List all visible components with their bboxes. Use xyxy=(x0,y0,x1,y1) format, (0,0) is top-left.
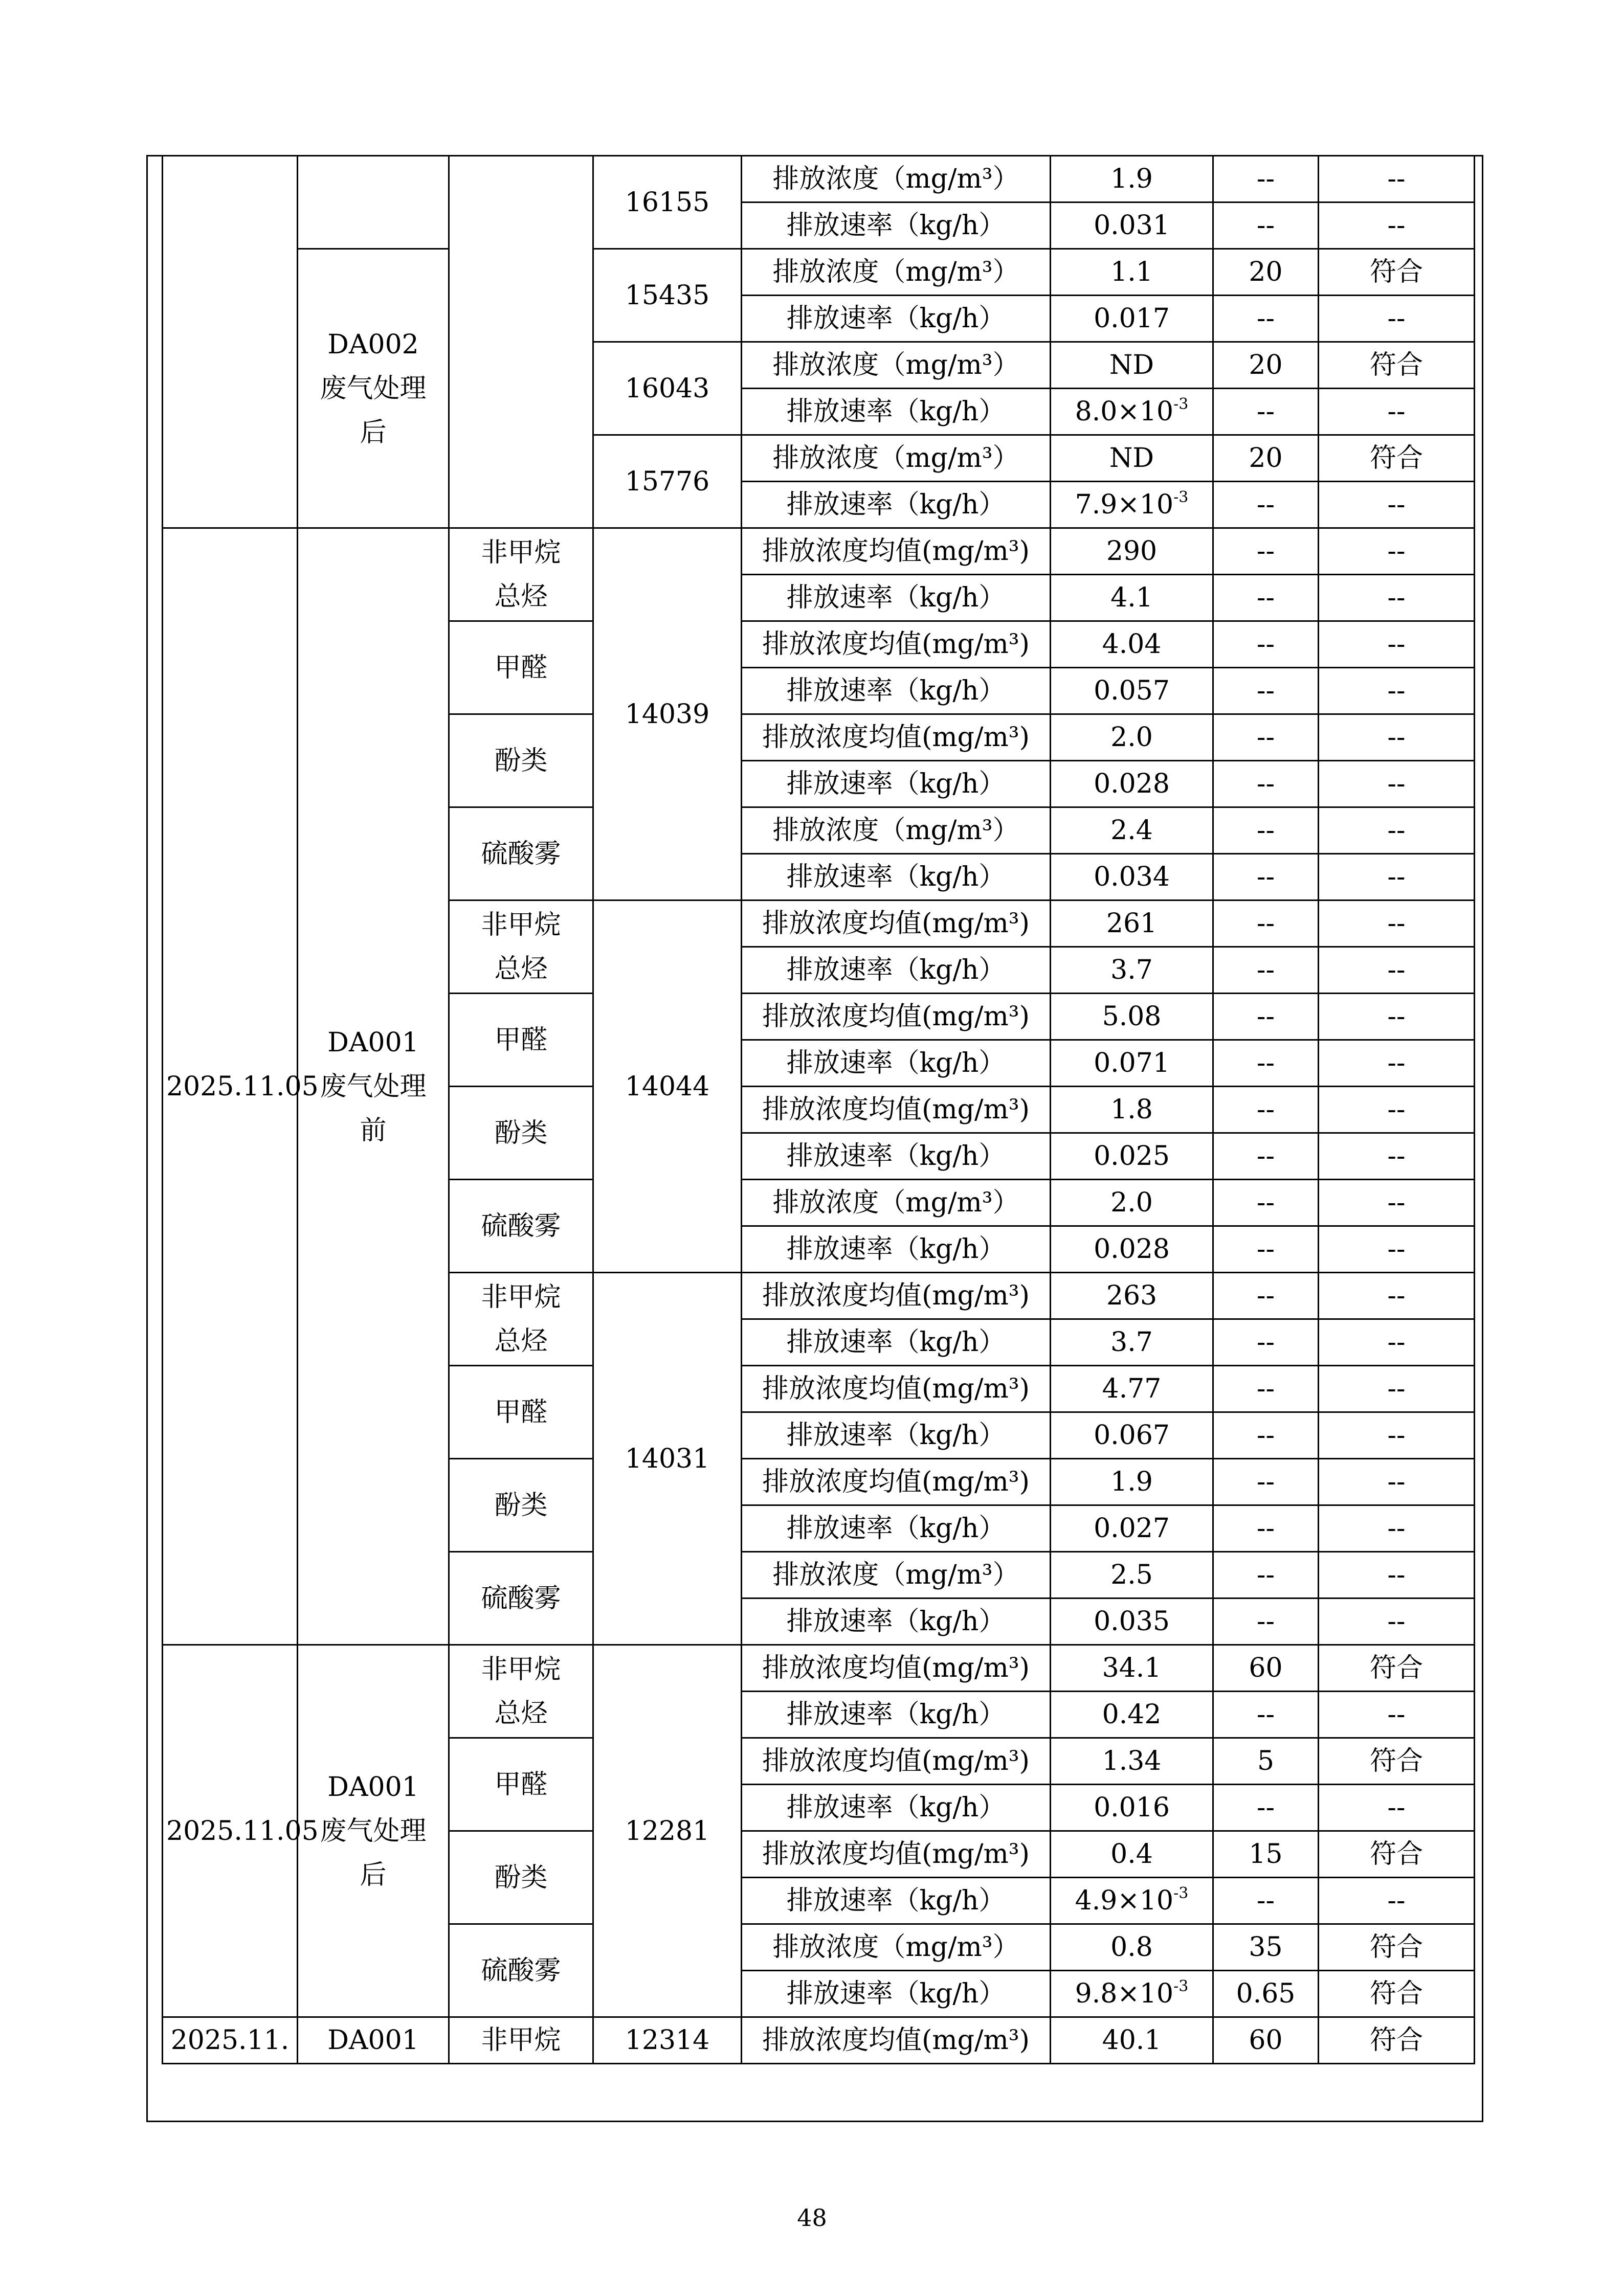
value-cell: 0.071 xyxy=(1051,1040,1213,1087)
monitoring-table xyxy=(162,155,1475,2064)
item-cell: 排放速率（kg/h） xyxy=(742,854,1051,901)
result-cell: -- xyxy=(1319,389,1475,435)
limit-cell: -- xyxy=(1213,1040,1319,1087)
flow-cell: 16155 xyxy=(593,156,742,249)
result-cell: -- xyxy=(1319,761,1475,807)
value-cell: 1.34 xyxy=(1051,1738,1213,1785)
value-cell: ND xyxy=(1051,342,1213,389)
item-cell: 排放速率（kg/h） xyxy=(742,1226,1051,1273)
value-cell: 0.028 xyxy=(1051,1226,1213,1273)
result-cell: 符合 xyxy=(1319,1645,1475,1692)
limit-cell: 15 xyxy=(1213,1831,1319,1878)
date-cell: 2025.11.05 xyxy=(163,1645,298,2017)
result-cell: 符合 xyxy=(1319,2017,1475,2064)
value-cell: 2.0 xyxy=(1051,714,1213,761)
pollutant-cell: 酚类 xyxy=(449,1831,593,1924)
limit-cell: -- xyxy=(1213,482,1319,528)
limit-cell: -- xyxy=(1213,901,1319,947)
point-cell: DA001 废气处理 前 xyxy=(298,528,449,1645)
table-row xyxy=(163,1645,1475,1692)
result-cell: -- xyxy=(1319,296,1475,342)
flow-cell: 14044 xyxy=(593,901,742,1273)
value-cell: 34.1 xyxy=(1051,1645,1213,1692)
value-cell: 1.9 xyxy=(1051,1459,1213,1505)
value-cell: 3.7 xyxy=(1051,1319,1213,1366)
value-cell: 0.8 xyxy=(1051,1924,1213,1971)
value-cell: 261 xyxy=(1051,901,1213,947)
flow-cell: 15776 xyxy=(593,435,742,528)
limit-cell: 20 xyxy=(1213,435,1319,482)
limit-cell: -- xyxy=(1213,1133,1319,1180)
item-cell: 排放浓度均值(mg/m³) xyxy=(742,1459,1051,1505)
limit-cell: -- xyxy=(1213,1319,1319,1366)
result-cell: -- xyxy=(1319,901,1475,947)
item-cell: 排放浓度均值(mg/m³) xyxy=(742,1366,1051,1412)
item-cell: 排放浓度（mg/m³） xyxy=(742,435,1051,482)
item-cell: 排放速率（kg/h） xyxy=(742,1412,1051,1459)
item-cell: 排放浓度（mg/m³） xyxy=(742,807,1051,854)
date-cell: 2025.11. xyxy=(163,2017,298,2064)
value-cell: 0.031 xyxy=(1051,202,1213,249)
limit-cell: -- xyxy=(1213,761,1319,807)
pollutant-cell: 非甲烷 总烃 xyxy=(449,901,593,994)
result-cell: -- xyxy=(1319,947,1475,994)
value-cell: 263 xyxy=(1051,1273,1213,1319)
item-cell: 排放浓度均值(mg/m³) xyxy=(742,901,1051,947)
pollutant-cell: 非甲烷 总烃 xyxy=(449,528,593,621)
limit-cell: -- xyxy=(1213,1412,1319,1459)
result-cell: -- xyxy=(1319,1273,1475,1319)
pollutant-cell: 硫酸雾 xyxy=(449,807,593,901)
limit-cell: -- xyxy=(1213,575,1319,621)
value-cell: 4.1 xyxy=(1051,575,1213,621)
value-cell: 0.016 xyxy=(1051,1785,1213,1831)
value-cell: 1.9 xyxy=(1051,156,1213,202)
pollutant-cell: 甲醛 xyxy=(449,621,593,714)
item-cell: 排放速率（kg/h） xyxy=(742,389,1051,435)
value-cell: 0.067 xyxy=(1051,1412,1213,1459)
limit-cell: -- xyxy=(1213,1505,1319,1552)
result-cell: -- xyxy=(1319,1599,1475,1645)
pollutant-cell: 非甲烷 总烃 xyxy=(449,1645,593,1738)
pollutant-cell: 甲醛 xyxy=(449,994,593,1087)
limit-cell: -- xyxy=(1213,389,1319,435)
item-cell: 排放速率（kg/h） xyxy=(742,1505,1051,1552)
item-cell: 排放浓度均值(mg/m³) xyxy=(742,2017,1051,2064)
limit-cell: -- xyxy=(1213,296,1319,342)
value-cell: 5.08 xyxy=(1051,994,1213,1040)
pollutant-cell: 非甲烷 xyxy=(449,2017,593,2064)
flow-cell: 14039 xyxy=(593,528,742,901)
value-cell: ND xyxy=(1051,435,1213,482)
pollutant-cell: 酚类 xyxy=(449,1087,593,1180)
limit-cell: -- xyxy=(1213,714,1319,761)
limit-cell: -- xyxy=(1213,528,1319,575)
flow-cell: 14031 xyxy=(593,1273,742,1645)
item-cell: 排放速率（kg/h） xyxy=(742,1040,1051,1087)
item-cell: 排放速率（kg/h） xyxy=(742,1599,1051,1645)
limit-cell: -- xyxy=(1213,1180,1319,1226)
pollutant-cell: 非甲烷 总烃 xyxy=(449,1273,593,1366)
point-cell: DA002 废气处理 后 xyxy=(298,249,449,528)
result-cell: -- xyxy=(1319,621,1475,668)
limit-cell: -- xyxy=(1213,1366,1319,1412)
result-cell: 符合 xyxy=(1319,1924,1475,1971)
result-cell: -- xyxy=(1319,1087,1475,1133)
table-row xyxy=(163,2017,1475,2064)
result-cell: -- xyxy=(1319,1180,1475,1226)
item-cell: 排放浓度均值(mg/m³) xyxy=(742,1645,1051,1692)
value-cell: 0.4 xyxy=(1051,1831,1213,1878)
limit-cell: 60 xyxy=(1213,1645,1319,1692)
item-cell: 排放浓度均值(mg/m³) xyxy=(742,714,1051,761)
result-cell: -- xyxy=(1319,1505,1475,1552)
page-number: 48 xyxy=(797,2204,827,2232)
item-cell: 排放浓度均值(mg/m³) xyxy=(742,621,1051,668)
item-cell: 排放浓度均值(mg/m³) xyxy=(742,528,1051,575)
limit-cell: -- xyxy=(1213,1692,1319,1738)
limit-cell: -- xyxy=(1213,1878,1319,1924)
result-cell: -- xyxy=(1319,575,1475,621)
value-cell: 4.77 xyxy=(1051,1366,1213,1412)
item-cell: 排放速率（kg/h） xyxy=(742,1133,1051,1180)
value-cell: $7.9\times 10^{-3}$ xyxy=(1051,482,1213,528)
result-cell: -- xyxy=(1319,1366,1475,1412)
value-cell: 2.5 xyxy=(1051,1552,1213,1599)
limit-cell: 20 xyxy=(1213,249,1319,296)
result-cell: -- xyxy=(1319,156,1475,202)
limit-cell: -- xyxy=(1213,202,1319,249)
pollutant-cell: 硫酸雾 xyxy=(449,1552,593,1645)
value-cell: $4.9\times 10^{-3}$ xyxy=(1051,1878,1213,1924)
limit-cell: -- xyxy=(1213,994,1319,1040)
pollutant-cell: 硫酸雾 xyxy=(449,1180,593,1273)
limit-cell: 20 xyxy=(1213,342,1319,389)
item-cell: 排放速率（kg/h） xyxy=(742,1785,1051,1831)
item-cell: 排放速率（kg/h） xyxy=(742,1971,1051,2017)
item-cell: 排放速率（kg/h） xyxy=(742,1319,1051,1366)
point-cell: DA001 废气处理 后 xyxy=(298,1645,449,2017)
result-cell: 符合 xyxy=(1319,1971,1475,2017)
flow-cell: 16043 xyxy=(593,342,742,435)
pollutant-cell: 硫酸雾 xyxy=(449,1924,593,2017)
value-cell: 0.42 xyxy=(1051,1692,1213,1738)
result-cell: -- xyxy=(1319,1785,1475,1831)
pollutant-cell: 甲醛 xyxy=(449,1738,593,1831)
value-cell: 0.028 xyxy=(1051,761,1213,807)
item-cell: 排放浓度均值(mg/m³) xyxy=(742,1087,1051,1133)
result-cell: -- xyxy=(1319,1133,1475,1180)
item-cell: 排放浓度（mg/m³） xyxy=(742,342,1051,389)
item-cell: 排放浓度（mg/m³） xyxy=(742,249,1051,296)
limit-cell: -- xyxy=(1213,947,1319,994)
table-row xyxy=(163,156,1475,202)
limit-cell: -- xyxy=(1213,621,1319,668)
limit-cell: -- xyxy=(1213,1273,1319,1319)
item-cell: 排放浓度（mg/m³） xyxy=(742,1552,1051,1599)
result-cell: -- xyxy=(1319,1412,1475,1459)
limit-cell: -- xyxy=(1213,807,1319,854)
value-cell: 2.0 xyxy=(1051,1180,1213,1226)
item-cell: 排放速率（kg/h） xyxy=(742,296,1051,342)
limit-cell: -- xyxy=(1213,156,1319,202)
value-cell: 1.1 xyxy=(1051,249,1213,296)
result-cell: -- xyxy=(1319,854,1475,901)
value-cell: 0.034 xyxy=(1051,854,1213,901)
flow-cell: 12281 xyxy=(593,1645,742,2017)
item-cell: 排放浓度均值(mg/m³) xyxy=(742,1273,1051,1319)
value-cell: 40.1 xyxy=(1051,2017,1213,2064)
item-cell: 排放速率（kg/h） xyxy=(742,1692,1051,1738)
point-cell: DA001 xyxy=(298,2017,449,2064)
result-cell: 符合 xyxy=(1319,342,1475,389)
value-cell: 0.035 xyxy=(1051,1599,1213,1645)
result-cell: -- xyxy=(1319,482,1475,528)
result-cell: -- xyxy=(1319,1692,1475,1738)
result-cell: 符合 xyxy=(1319,1831,1475,1878)
value-cell: 0.025 xyxy=(1051,1133,1213,1180)
value-cell: 2.4 xyxy=(1051,807,1213,854)
pollutant-cell: 酚类 xyxy=(449,1459,593,1552)
result-cell: -- xyxy=(1319,668,1475,714)
limit-cell: -- xyxy=(1213,1459,1319,1505)
limit-cell: 0.65 xyxy=(1213,1971,1319,2017)
limit-cell: 35 xyxy=(1213,1924,1319,1971)
item-cell: 排放浓度（mg/m³） xyxy=(742,1924,1051,1971)
result-cell: -- xyxy=(1319,714,1475,761)
result-cell: -- xyxy=(1319,1878,1475,1924)
item-cell: 排放速率（kg/h） xyxy=(742,668,1051,714)
item-cell: 排放速率（kg/h） xyxy=(742,947,1051,994)
limit-cell: -- xyxy=(1213,1599,1319,1645)
value-cell: $8.0\times 10^{-3}$ xyxy=(1051,389,1213,435)
value-cell: 0.027 xyxy=(1051,1505,1213,1552)
item-cell: 排放速率（kg/h） xyxy=(742,1878,1051,1924)
result-cell: -- xyxy=(1319,1226,1475,1273)
item-cell: 排放速率（kg/h） xyxy=(742,202,1051,249)
value-cell: 4.04 xyxy=(1051,621,1213,668)
point-cell xyxy=(298,156,449,249)
result-cell: 符合 xyxy=(1319,435,1475,482)
item-cell: 排放浓度（mg/m³） xyxy=(742,1180,1051,1226)
value-cell: 0.017 xyxy=(1051,296,1213,342)
pollutant-cell: 甲醛 xyxy=(449,1366,593,1459)
item-cell: 排放速率（kg/h） xyxy=(742,575,1051,621)
date-cell xyxy=(163,156,298,528)
date-cell: 2025.11.05 xyxy=(163,528,298,1645)
item-cell: 排放浓度（mg/m³） xyxy=(742,156,1051,202)
limit-cell: -- xyxy=(1213,854,1319,901)
result-cell: 符合 xyxy=(1319,249,1475,296)
limit-cell: -- xyxy=(1213,1226,1319,1273)
item-cell: 排放浓度均值(mg/m³) xyxy=(742,994,1051,1040)
table-row xyxy=(163,528,1475,575)
pollutant-cell xyxy=(449,156,593,528)
limit-cell: -- xyxy=(1213,1785,1319,1831)
result-cell: 符合 xyxy=(1319,1738,1475,1785)
table-row xyxy=(163,249,1475,296)
pollutant-cell: 酚类 xyxy=(449,714,593,807)
limit-cell: 60 xyxy=(1213,2017,1319,2064)
value-cell: $9.8\times 10^{-3}$ xyxy=(1051,1971,1213,2017)
item-cell: 排放速率（kg/h） xyxy=(742,761,1051,807)
result-cell: -- xyxy=(1319,528,1475,575)
limit-cell: -- xyxy=(1213,1552,1319,1599)
result-cell: -- xyxy=(1319,994,1475,1040)
result-cell: -- xyxy=(1319,1459,1475,1505)
item-cell: 排放浓度均值(mg/m³) xyxy=(742,1831,1051,1878)
value-cell: 3.7 xyxy=(1051,947,1213,994)
item-cell: 排放速率（kg/h） xyxy=(742,482,1051,528)
value-cell: 290 xyxy=(1051,528,1213,575)
result-cell: -- xyxy=(1319,807,1475,854)
result-cell: -- xyxy=(1319,1040,1475,1087)
limit-cell: -- xyxy=(1213,1087,1319,1133)
limit-cell: -- xyxy=(1213,668,1319,714)
result-cell: -- xyxy=(1319,202,1475,249)
flow-cell: 12314 xyxy=(593,2017,742,2064)
flow-cell: 15435 xyxy=(593,249,742,342)
value-cell: 0.057 xyxy=(1051,668,1213,714)
item-cell: 排放浓度均值(mg/m³) xyxy=(742,1738,1051,1785)
result-cell: -- xyxy=(1319,1552,1475,1599)
value-cell: 1.8 xyxy=(1051,1087,1213,1133)
limit-cell: 5 xyxy=(1213,1738,1319,1785)
result-cell: -- xyxy=(1319,1319,1475,1366)
